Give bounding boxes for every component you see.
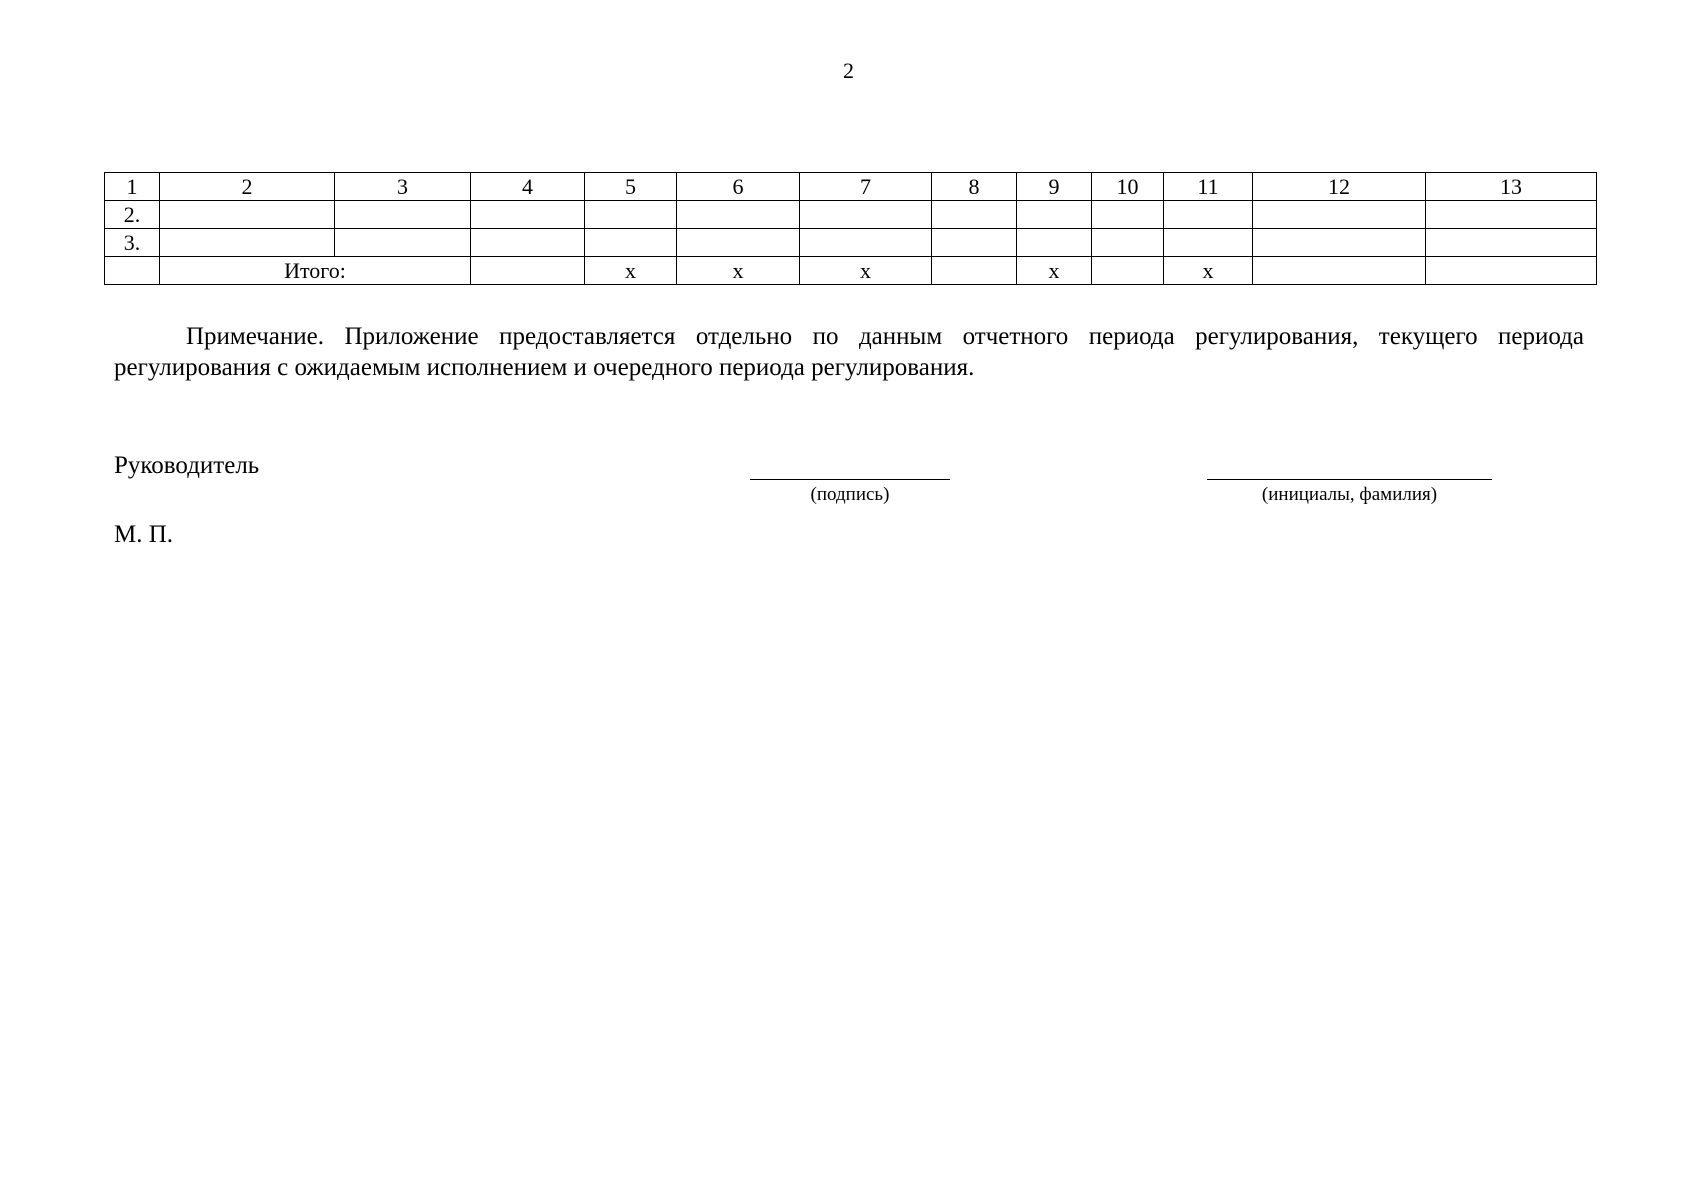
table-cell: x (677, 257, 800, 285)
role-label: Руководитель (114, 452, 260, 479)
table-cell (335, 201, 471, 229)
table-cell: x (1017, 257, 1092, 285)
table-header-cell: 8 (932, 173, 1017, 201)
table-row (105, 201, 1597, 229)
table-cell (471, 229, 585, 257)
table-cell (1426, 257, 1597, 285)
name-field (1207, 479, 1492, 506)
table-cell (1426, 201, 1597, 229)
name-line (1207, 479, 1492, 480)
table-header-cell: 13 (1426, 173, 1597, 201)
table-cell: 3. (105, 229, 160, 257)
table-cell (1164, 229, 1253, 257)
signature-line (750, 479, 950, 480)
table-header-cell: 11 (1164, 173, 1253, 201)
table-cell (800, 229, 932, 257)
table-cell (1092, 229, 1164, 257)
signature-field (750, 479, 950, 506)
table-cell: x (800, 257, 932, 285)
total-label: Итого: (160, 257, 471, 285)
table-cell (932, 229, 1017, 257)
table-cell (160, 229, 335, 257)
table-header-cell: 4 (471, 173, 585, 201)
table-cell (1253, 257, 1426, 285)
table-header-row (105, 173, 1597, 201)
table-header-cell: 3 (335, 173, 471, 201)
table-cell (932, 201, 1017, 229)
table-cell: x (585, 257, 677, 285)
table-cell (585, 229, 677, 257)
table-row (105, 229, 1597, 257)
table-cell (105, 257, 160, 285)
table-cell (1092, 257, 1164, 285)
table-header-cell: 7 (800, 173, 932, 201)
table-header-cell: 6 (677, 173, 800, 201)
page-number: 2 (843, 58, 854, 83)
table-cell (677, 201, 800, 229)
stamp-label: М. П. (114, 521, 174, 548)
table-header-cell: 10 (1092, 173, 1164, 201)
note-paragraph: Примечание. Приложение предоставляется отдельно по данным отчетного периода регулирования, текущего периода регулирования с ожидаемым исполнением и очередного периода регулирования. (114, 323, 1584, 381)
table-header-cell: 12 (1253, 173, 1426, 201)
data-table (104, 172, 1597, 285)
table-cell: 2. (105, 201, 160, 229)
table-cell (800, 201, 932, 229)
table-cell (335, 229, 471, 257)
name-caption: (инициалы, фамилия) (1261, 484, 1438, 505)
table-total-row (105, 257, 1597, 285)
table-header-cell: 1 (105, 173, 160, 201)
table-cell (1253, 229, 1426, 257)
table-cell (1253, 201, 1426, 229)
table-cell (585, 201, 677, 229)
table-header-cell: 9 (1017, 173, 1092, 201)
table-cell (471, 201, 585, 229)
signature-caption: (подпись) (810, 484, 890, 505)
table-header-cell: 5 (585, 173, 677, 201)
table-cell (471, 257, 585, 285)
table-cell: x (1164, 257, 1253, 285)
table-cell (1164, 201, 1253, 229)
table-cell (1017, 201, 1092, 229)
table-cell (677, 229, 800, 257)
table-header-cell: 2 (160, 173, 335, 201)
table-cell (1426, 229, 1597, 257)
table-cell (932, 257, 1017, 285)
table-cell (1017, 229, 1092, 257)
table-cell (1092, 201, 1164, 229)
table-cell (160, 201, 335, 229)
